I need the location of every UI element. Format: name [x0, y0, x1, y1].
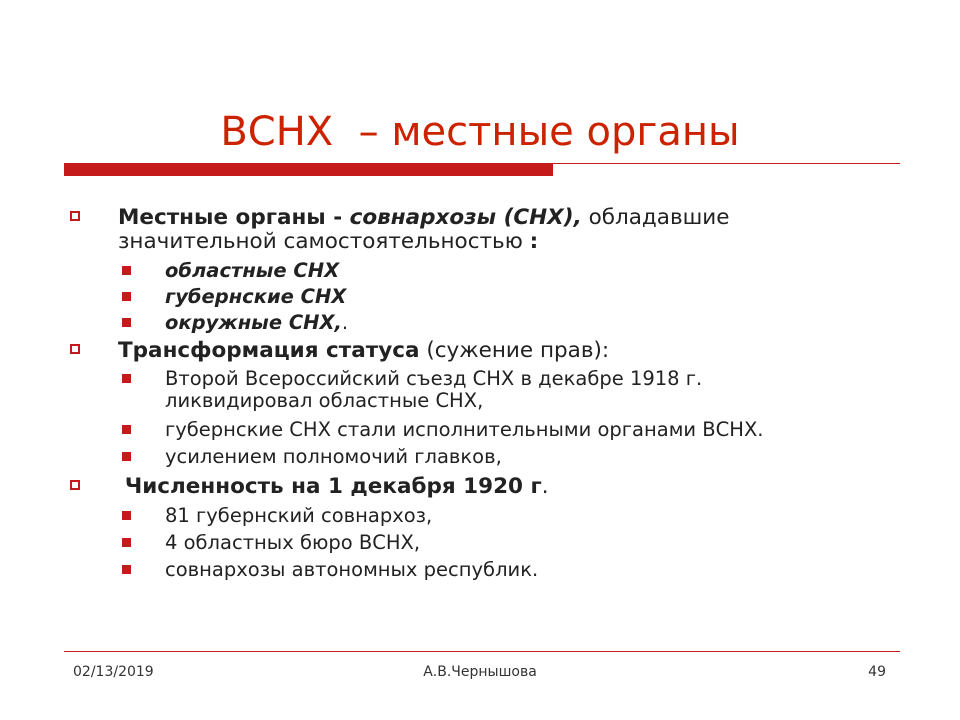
- filled-square-bullet-icon: [122, 266, 131, 275]
- sub-bullet-text: Второй Всероссийский съезд СНХ в декабре 1918 г.: [165, 367, 703, 390]
- bullet-status-transformation: [70, 339, 890, 363]
- sub-bullet-text: областные СНХ: [165, 259, 340, 282]
- footer-author: А.В.Чернышова: [423, 664, 537, 680]
- filled-square-bullet-icon: [122, 374, 131, 383]
- bullet-local-bodies: [70, 206, 890, 254]
- plain-text: .: [541, 474, 549, 499]
- sub-bullet-text: 4 областных бюро ВСНХ,: [165, 531, 421, 554]
- footer-date: 02/13/2019: [73, 664, 154, 680]
- filled-square-bullet-icon: [122, 318, 131, 327]
- bold-italic-text: совнархозы (СНХ),: [349, 205, 582, 230]
- filled-square-bullet-icon: [122, 292, 131, 301]
- sub-bullet: [70, 312, 890, 334]
- sub-bullet: [70, 260, 890, 282]
- sub-bullet-text: 81 губернский совнархоз,: [165, 504, 433, 527]
- sub-bullet-text: окружные СНХ,: [165, 311, 342, 334]
- filled-square-bullet-icon: [122, 565, 131, 574]
- plain-text: обладавшие: [581, 205, 730, 230]
- sub-bullet-text: губернские СНХ: [165, 285, 347, 308]
- hollow-square-bullet-icon: [70, 211, 80, 221]
- filled-square-bullet-icon: [122, 452, 131, 461]
- hollow-square-bullet-icon: [70, 480, 80, 490]
- sub-bullet: [70, 505, 890, 527]
- title-accent-bar: [64, 164, 553, 176]
- sub-bullet: [70, 446, 890, 468]
- plain-text: значительной самостоятельностью: [118, 229, 530, 254]
- slide-title: ВСНХ – местные органы: [220, 109, 740, 155]
- bullet-text-line: [118, 339, 890, 363]
- filled-square-bullet-icon: [122, 511, 131, 520]
- plain-text: [118, 474, 125, 499]
- bullet-headcount: [70, 475, 890, 499]
- sub-bullet: [70, 559, 890, 581]
- plain-text: (сужение прав):: [419, 338, 610, 363]
- plain-text: .: [341, 311, 349, 334]
- sub-bullet: [70, 368, 890, 412]
- bullet-text-line: [118, 230, 890, 254]
- sub-bullet-text: губернские СНХ стали исполнительными органами ВСНХ.: [165, 418, 764, 441]
- slide-content: [70, 206, 890, 581]
- filled-square-bullet-icon: [122, 538, 131, 547]
- sub-bullet: [70, 419, 890, 441]
- sub-bullet-text: ликвидировал областные СНХ,: [165, 389, 484, 412]
- bold-text: Местные органы -: [118, 205, 350, 230]
- bold-text: Численность на 1 декабря 1920 г: [124, 474, 542, 499]
- sub-bullet: [70, 286, 890, 308]
- filled-square-bullet-icon: [122, 425, 131, 434]
- sub-bullet: [70, 532, 890, 554]
- page-number: 49: [868, 664, 886, 680]
- footer-divider: [64, 651, 900, 652]
- hollow-square-bullet-icon: [70, 344, 80, 354]
- bold-text: Трансформация статуса: [118, 338, 420, 363]
- sub-bullet-text: усилением полномочий главков,: [165, 445, 502, 468]
- sub-bullet-text: совнархозы автономных республик.: [165, 558, 539, 581]
- bold-text: :: [529, 229, 539, 254]
- bullet-text-line: [118, 475, 890, 499]
- bullet-text-line: [118, 206, 890, 230]
